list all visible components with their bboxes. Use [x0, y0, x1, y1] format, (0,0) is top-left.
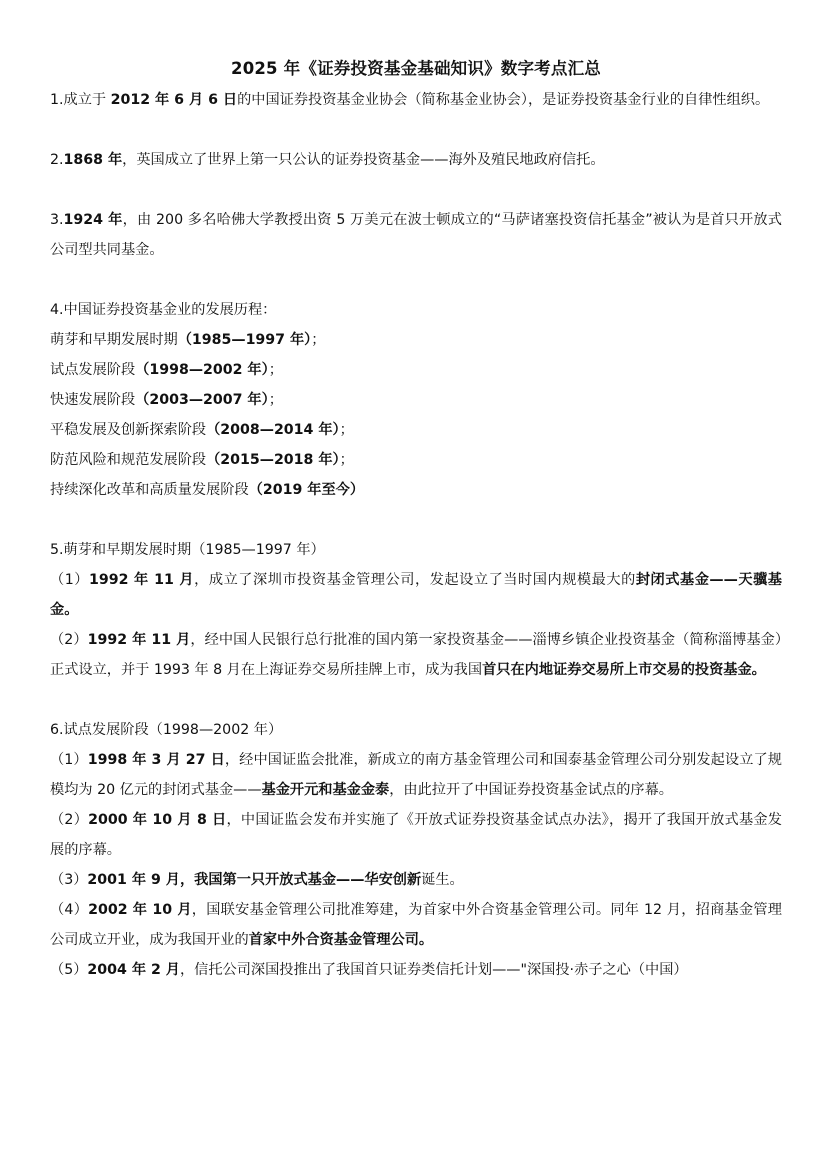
point-2: 2.1868 年，英国成立了世界上第一只公认的证券投资基金——海外及殖民地政府信托。 — [50, 152, 605, 168]
document-title: 2025 年《证券投资基金基础知识》数字考点汇总 — [231, 59, 601, 78]
point-3: 3.1924 年，由 200 多名哈佛大学教授出资 5 万美元在波士顿成立的“马萨诸塞投资信托基金”被认为是首只开放式公司型共同基金。 — [50, 212, 782, 258]
point-1: 1.成立于 2012 年 6 月 6 日的中国证券投资基金业协会（简称基金业协会），是证券投资基金行业的自律性组织。 — [50, 92, 770, 108]
sub-point: （2）1992 年 11 月，经中国人民银行总行批准的国内第一家投资基金——淄博乡镇企业投资基金（简称淄博基金）正式设立，并于 1993 年 8 月在上海证券交易所挂牌上市，成为我国首只在内地证券交易所上市交易的投资基金。 — [50, 632, 782, 678]
stage-item: 快速发展阶段（2003—2007 年）； — [50, 392, 283, 408]
sub-point: （5）2004 年 2 月，信托公司深国投推出了我国首只证券类信托计划——"深国投·赤子之心（中国） — [50, 962, 688, 978]
stage-item: 平稳发展及创新探索阶段（2008—2014 年）； — [50, 422, 354, 438]
point-4-heading: 4.中国证券投资基金业的发展历程： — [50, 302, 277, 318]
sub-point: （2）2000 年 10 月 8 日，中国证监会发布并实施了《开放式证券投资基金试点办法》，揭开了我国开放式基金发展的序幕。 — [50, 812, 782, 858]
sub-point: （1）1998 年 3 月 27 日，经中国证监会批准，新成立的南方基金管理公司和国泰基金管理公司分别发起设立了规模均为 20 亿元的封闭式基金——基金开元和基金金泰，由此拉开了中国证券投资基金试点的序幕。 — [50, 752, 782, 798]
document-page — [50, 55, 782, 985]
stage-item: 萌芽和早期发展时期（1985—1997 年）； — [50, 332, 326, 348]
stage-item: 持续深化改革和高质量发展阶段（2019 年至今） — [50, 482, 365, 498]
point-1-date: 2012 年 6 月 6 日 — [110, 92, 238, 108]
stage-item: 试点发展阶段（1998—2002 年）； — [50, 362, 283, 378]
sub-point: （3）2001 年 9 月，我国第一只开放式基金——华安创新诞生。 — [50, 872, 464, 888]
sub-point: （1）1992 年 11 月，成立了深圳市投资基金管理公司，发起设立了当时国内规模最大的封闭式基金——天骥基金。 — [50, 572, 782, 618]
stage-item: 防范风险和规范发展阶段（2015—2018 年）； — [50, 452, 354, 468]
point-3-date: 1924 年 — [63, 212, 123, 228]
point-2-date: 1868 年 — [63, 152, 123, 168]
sub-point: （4）2002 年 10 月，国联安基金管理公司批准筹建，为首家中外合资基金管理公司。同年 12 月，招商基金管理公司成立开业，成为我国开业的首家中外合资基金管理公司。 — [50, 902, 782, 948]
point-5-heading: 5.萌芽和早期发展时期（1985—1997 年） — [50, 542, 325, 558]
point-6-heading: 6.试点发展阶段（1998—2002 年） — [50, 722, 283, 738]
